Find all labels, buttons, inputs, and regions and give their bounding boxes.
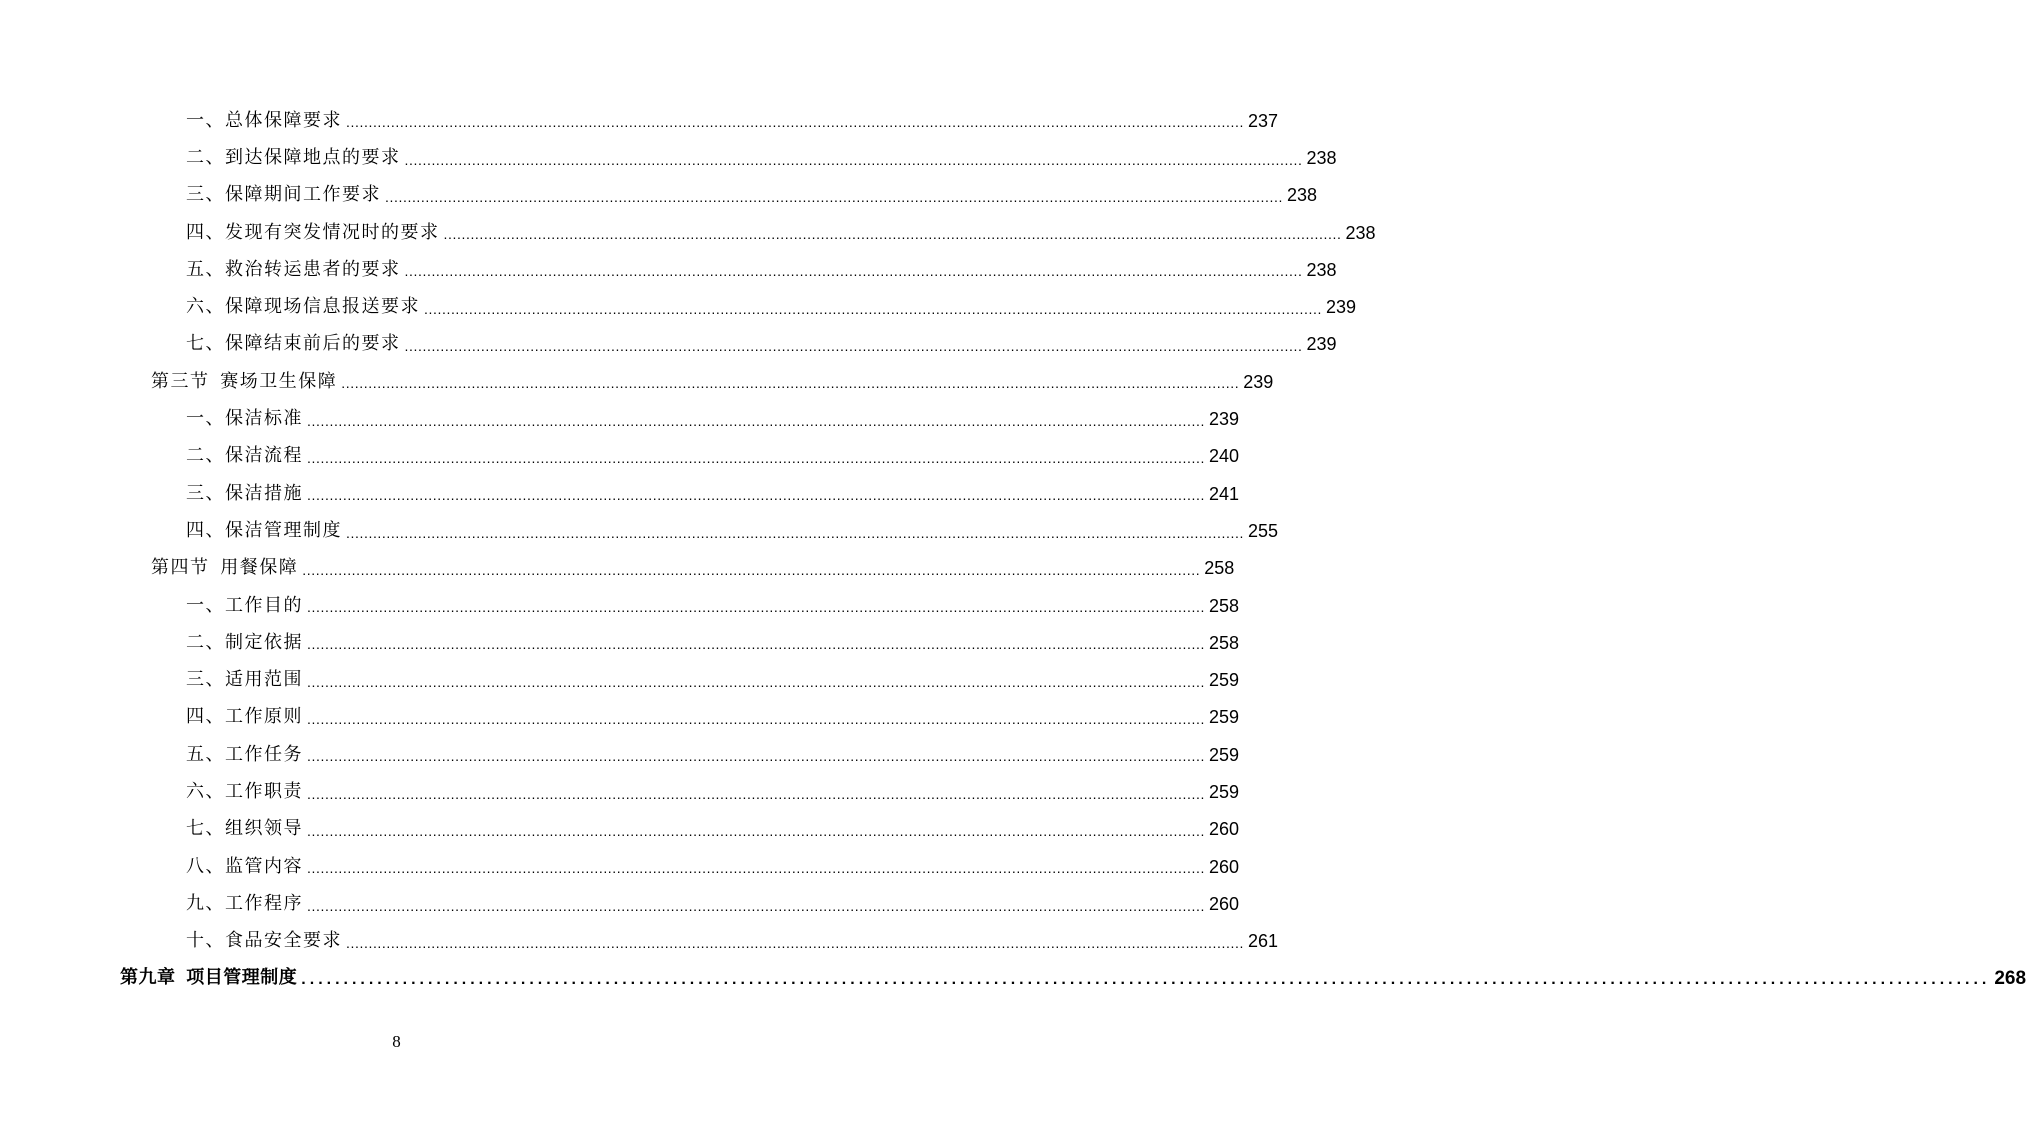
toc-leader-dots: ........................................................................................................................................................................................................	[307, 412, 1205, 429]
toc-entry-title	[186, 594, 303, 616]
toc-entry-title	[186, 447, 303, 465]
toc-entry-number: 十、	[186, 930, 225, 952]
toc-entry-page: 237	[1247, 110, 1278, 131]
toc-entry-title	[186, 932, 342, 950]
toc-entry-label: 保洁标准	[225, 408, 303, 430]
toc-entry-title	[186, 855, 303, 877]
toc-leader-dots: ........................................................................................................................................................................................................	[302, 561, 1201, 578]
toc-entry-page: 239	[1208, 409, 1239, 430]
toc-entry-label: 制定依据	[225, 631, 303, 653]
toc-entry-number: 七、	[186, 818, 225, 840]
toc-entry-page: 268	[1994, 967, 2026, 989]
toc-entry-title	[186, 743, 303, 765]
toc-entry[interactable]	[0, 811, 1239, 848]
toc-entry[interactable]	[0, 363, 1274, 400]
toc-entry[interactable]	[0, 699, 1239, 736]
toc-entry-number: 八、	[186, 855, 225, 877]
toc-entry-label: 监管内容	[225, 855, 303, 877]
toc-leader-dots: ........................................................................................................................................................................................................	[307, 487, 1205, 504]
toc-entry-label: 用餐保障	[220, 557, 299, 579]
toc-entry-number: 四、	[186, 519, 225, 541]
toc-entry-label: 发现有突发情况时的要求	[225, 221, 440, 243]
toc-entry-page: 239	[1325, 297, 1356, 318]
toc-entry-label: 保洁管理制度	[225, 519, 342, 541]
toc-entry-label: 工作任务	[225, 743, 303, 765]
toc-entry-page: 259	[1208, 707, 1239, 728]
toc-entry[interactable]	[0, 214, 1376, 251]
toc-entry[interactable]	[0, 288, 1356, 325]
toc-leader-dots: ........................................................................................................................................................................................................	[404, 151, 1303, 168]
toc-leader-dots: ........................................................................................................................................................................................................	[404, 338, 1303, 355]
toc-leader-dots: ........................................................................................................................................................................................................	[307, 748, 1205, 765]
toc-entry-label: 保障期间工作要求	[225, 184, 381, 206]
toc-entry-label: 救治转运患者的要求	[225, 258, 401, 280]
toc-entry-page: 239	[1243, 371, 1274, 392]
toc-entry[interactable]	[0, 326, 1337, 363]
toc-entry[interactable]	[0, 736, 1239, 773]
toc-entry-page: 241	[1208, 483, 1239, 504]
toc-entry-label: 赛场卫生保障	[220, 370, 338, 392]
toc-entry-number: 五、	[186, 258, 225, 280]
toc-entry[interactable]	[0, 177, 1317, 214]
toc-entry-number: 一、	[186, 109, 225, 131]
toc-leader-dots: ........................................................................................................................................................................................................	[443, 226, 1342, 243]
toc-entry-title	[186, 298, 420, 316]
toc-entry-title	[186, 780, 303, 802]
toc-entry[interactable]	[0, 923, 1278, 960]
toc-entry-label: 项目管理制度	[186, 967, 298, 989]
toc-entry-title	[186, 186, 381, 204]
toc-entry-page: 261	[1247, 931, 1278, 952]
toc-entry[interactable]	[0, 102, 1278, 139]
toc-entry-page: 238	[1286, 185, 1317, 206]
toc-entry-title	[186, 258, 401, 280]
toc-entry[interactable]	[0, 400, 1239, 437]
toc-entry-number: 三、	[186, 669, 225, 691]
toc-entry[interactable]	[0, 960, 2026, 997]
toc-entry[interactable]	[0, 438, 1239, 475]
toc-entry-title	[186, 109, 342, 131]
toc-entry[interactable]	[0, 512, 1278, 549]
toc-entry-number: 五、	[186, 743, 225, 765]
toc-entry[interactable]	[0, 885, 1239, 922]
toc-entry[interactable]	[0, 661, 1239, 698]
toc-leader-dots: ........................................................................................................................................................................................................	[307, 673, 1205, 690]
toc-entry[interactable]	[0, 139, 1337, 176]
toc-entry-number: 二、	[186, 146, 225, 168]
toc-leader-dots: ........................................................................................................................................................................................................	[346, 934, 1244, 951]
toc-leader-dots: ........................................................................................................................................................................................................	[307, 636, 1205, 653]
toc-leader-dots: ........................................................................................................................................................................................................	[341, 375, 1240, 392]
toc-entry-page: 259	[1208, 744, 1239, 765]
toc-leader-dots: ........................................................................................................................................................................................................	[385, 188, 1283, 205]
toc-entry-number: 第三节	[151, 370, 210, 392]
toc-entry[interactable]	[0, 848, 1239, 885]
toc-entry-title	[151, 559, 298, 577]
toc-entry-number: 九、	[186, 892, 225, 914]
toc-entry-number: 一、	[186, 408, 225, 430]
toc-entry-page: 239	[1306, 334, 1337, 355]
toc-entry-number: 六、	[186, 296, 225, 318]
toc-entry-page: 255	[1247, 520, 1278, 541]
page-number: 8	[392, 1032, 401, 1051]
toc-entry-title	[186, 146, 401, 168]
toc-entry-label: 工作职责	[225, 780, 303, 802]
toc-entry-title	[186, 631, 303, 653]
toc-entry-number: 四、	[186, 706, 225, 728]
toc-entry[interactable]	[0, 251, 1337, 288]
toc-entry-label: 适用范围	[225, 669, 303, 691]
toc-entry-page: 260	[1208, 819, 1239, 840]
toc-leader-dots: ........................................................................................................................................................................................................	[424, 300, 1322, 317]
toc-entry-label: 组织领导	[225, 818, 303, 840]
toc-entry-number: 二、	[186, 631, 225, 653]
toc-entry-title	[186, 820, 303, 838]
toc-leader-dots: ........................................................................................................................................................................................................	[307, 860, 1205, 877]
toc-leader-dots: ........................................................................................................................................................................................................	[307, 711, 1205, 728]
toc-entry-page: 258	[1208, 595, 1239, 616]
toc-entry[interactable]	[0, 624, 1239, 661]
toc-entry-label: 工作程序	[225, 892, 303, 914]
toc-entry-title	[186, 410, 303, 428]
toc-entry-label: 食品安全要求	[225, 930, 342, 952]
toc-entry-label: 工作原则	[225, 706, 303, 728]
table-of-contents	[0, 102, 2026, 997]
toc-leader-dots: ........................................................................................................................................................................................................	[307, 785, 1205, 802]
toc-entry-number: 一、	[186, 594, 225, 616]
toc-entry-title	[186, 221, 440, 243]
toc-entry-title	[186, 671, 303, 689]
toc-entry-number: 三、	[186, 184, 225, 206]
toc-entry-number: 六、	[186, 780, 225, 802]
toc-leader-dots: ........................................................................................................................................................................................................	[301, 971, 1991, 989]
toc-leader-dots: ........................................................................................................................................................................................................	[346, 524, 1244, 541]
toc-entry[interactable]	[0, 475, 1239, 512]
toc-entry-title	[151, 370, 338, 392]
toc-entry-page: 260	[1208, 893, 1239, 914]
toc-leader-dots: ........................................................................................................................................................................................................	[346, 114, 1244, 131]
toc-entry-page: 238	[1306, 147, 1337, 168]
toc-entry-number: 四、	[186, 221, 225, 243]
toc-entry-label: 到达保障地点的要求	[225, 146, 401, 168]
toc-entry-title	[186, 892, 303, 914]
toc-entry-page: 240	[1208, 446, 1239, 467]
toc-entry[interactable]	[0, 773, 1239, 810]
toc-entry-label: 保障现场信息报送要求	[225, 296, 420, 318]
toc-entry-number: 二、	[186, 445, 225, 467]
toc-entry-page: 238	[1306, 259, 1337, 280]
toc-leader-dots: ........................................................................................................................................................................................................	[307, 449, 1205, 466]
toc-entry-number: 三、	[186, 482, 225, 504]
toc-entry-title	[186, 519, 342, 541]
toc-leader-dots: ........................................................................................................................................................................................................	[307, 897, 1205, 914]
toc-entry-page: 238	[1345, 222, 1376, 243]
toc-entry-page: 260	[1208, 856, 1239, 877]
toc-entry-label: 保洁措施	[225, 482, 303, 504]
toc-entry-title	[186, 708, 303, 726]
toc-entry-label: 保障结束前后的要求	[225, 333, 401, 355]
toc-entry-title	[186, 482, 303, 504]
toc-entry-number: 第四节	[151, 557, 210, 579]
toc-entry-title	[120, 969, 297, 987]
toc-entry-page: 259	[1208, 781, 1239, 802]
toc-entry-label: 工作目的	[225, 594, 303, 616]
toc-entry-page: 258	[1208, 632, 1239, 653]
toc-entry-label: 保洁流程	[225, 445, 303, 467]
toc-entry[interactable]	[0, 550, 1235, 587]
toc-leader-dots: ........................................................................................................................................................................................................	[404, 263, 1303, 280]
toc-entry-title	[186, 335, 401, 353]
toc-entry-number: 七、	[186, 333, 225, 355]
toc-leader-dots: ........................................................................................................................................................................................................	[307, 599, 1205, 616]
toc-entry[interactable]	[0, 587, 1239, 624]
toc-leader-dots: ........................................................................................................................................................................................................	[307, 822, 1205, 839]
toc-entry-number: 第九章	[120, 967, 176, 989]
toc-entry-page: 259	[1208, 670, 1239, 691]
toc-entry-page: 258	[1204, 558, 1235, 579]
toc-entry-label: 总体保障要求	[225, 109, 342, 131]
